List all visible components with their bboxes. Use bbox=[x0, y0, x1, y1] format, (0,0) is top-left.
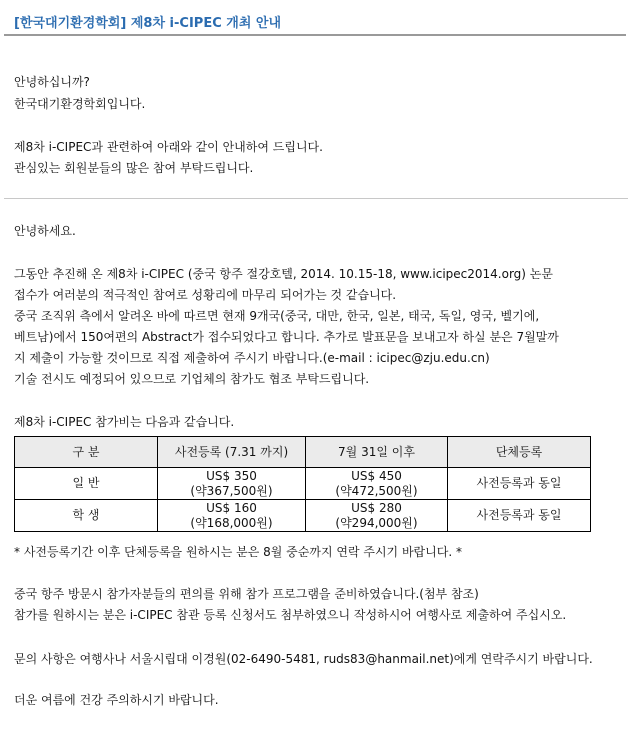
row-category: 학 생 bbox=[15, 500, 158, 532]
registration-note: * 사전등록기간 이후 단체등록을 원하시는 분은 8월 중순까지 연락 주시기 바랍니다. * bbox=[14, 545, 462, 559]
fee-intro-text: 제8차 i-CIPEC 참가비는 다음과 같습니다. bbox=[14, 415, 235, 429]
contact-text: 문의 사항은 여행사나 서울시립대 이경원(02-6490-5481, ruds83@hanmail.net)에게 연락주시기 바랍니다. bbox=[14, 652, 593, 666]
paragraph-line: 접수가 여러분의 적극적인 참여로 성황리에 마무리 되어가는 것 같습니다. bbox=[14, 288, 397, 302]
late-fee-krw: (약294,000원) bbox=[335, 515, 418, 530]
fee-table bbox=[14, 436, 591, 532]
paragraph-line: 중국 조직위 측에서 알려온 바에 따르면 현재 9개국(중국, 대만, 한국, 일본, 태국, 독일, 영국, 벨기에, bbox=[14, 309, 540, 323]
early-fee-krw: (약168,000원) bbox=[190, 515, 273, 530]
paragraph-line: 지 제출이 가능할 것이므로 직접 제출하여 주시기 바랍니다.(e-mail : icipec@zju.edu.cn) bbox=[14, 351, 490, 365]
table-header-row bbox=[15, 437, 591, 468]
early-fee-krw: (약367,500원) bbox=[190, 483, 273, 498]
late-fee-usd: US$ 450 bbox=[351, 468, 402, 483]
early-fee-usd: US$ 160 bbox=[206, 500, 257, 515]
society-text: 한국대기환경학회입니다. bbox=[14, 97, 146, 111]
header-bar bbox=[4, 4, 626, 36]
table-row bbox=[15, 500, 591, 532]
late-fee-krw: (약472,500원) bbox=[335, 483, 418, 498]
table-row bbox=[15, 468, 591, 500]
late-fee-usd: US$ 280 bbox=[351, 500, 402, 515]
paragraph-line: 기술 전시도 예정되어 있으므로 기업체의 참가도 협조 부탁드립니다. bbox=[14, 372, 370, 386]
intro-line-1: 제8차 i-CIPEC과 관련하여 아래와 같이 안내하여 드립니다. bbox=[14, 140, 323, 154]
hello-text: 안녕하세요. bbox=[14, 224, 76, 238]
section-divider bbox=[4, 198, 628, 199]
program-line: 참가를 원하시는 분은 i-CIPEC 참관 등록 신청서도 첨부하였으니 작성하시어 여행사로 제출하여 주십시오. bbox=[14, 608, 567, 622]
greeting-text: 안녕하십니까? bbox=[14, 75, 90, 89]
early-fee-cell bbox=[158, 468, 306, 500]
header-early-registration: 사전등록 (7.31 까지) bbox=[158, 437, 306, 468]
early-fee-usd: US$ 350 bbox=[206, 468, 257, 483]
mail-subject-title: [한국대기환경학회] 제8차 i-CIPEC 개최 안내 bbox=[14, 16, 282, 31]
group-fee-cell: 사전등록과 동일 bbox=[448, 468, 591, 500]
closing-text: 더운 여름에 건강 주의하시기 바랍니다. bbox=[14, 693, 219, 707]
intro-line-2: 관심있는 회원분들의 많은 참여 부탁드립니다. bbox=[14, 161, 254, 175]
late-fee-cell bbox=[306, 468, 448, 500]
row-category: 일 반 bbox=[15, 468, 158, 500]
header-group-registration: 단체등록 bbox=[448, 437, 591, 468]
group-fee-cell: 사전등록과 동일 bbox=[448, 500, 591, 532]
header-late-registration: 7월 31일 이후 bbox=[306, 437, 448, 468]
paragraph-line: 그동안 추진해 온 제8차 i-CIPEC (중국 항주 절강호텔, 2014. 10.15-18, www.icipec2014.org) 논문 bbox=[14, 267, 553, 281]
late-fee-cell bbox=[306, 500, 448, 532]
early-fee-cell bbox=[158, 500, 306, 532]
program-line: 중국 항주 방문시 참가자분들의 편의를 위해 참가 프로그램을 준비하였습니다.(첨부 참조) bbox=[14, 587, 479, 601]
header-category: 구 분 bbox=[15, 437, 158, 468]
paragraph-line: 베트남)에서 150여편의 Abstract가 접수되었다고 합니다. 추가로 발표문을 보내고자 하실 분은 7월말까 bbox=[14, 330, 559, 344]
